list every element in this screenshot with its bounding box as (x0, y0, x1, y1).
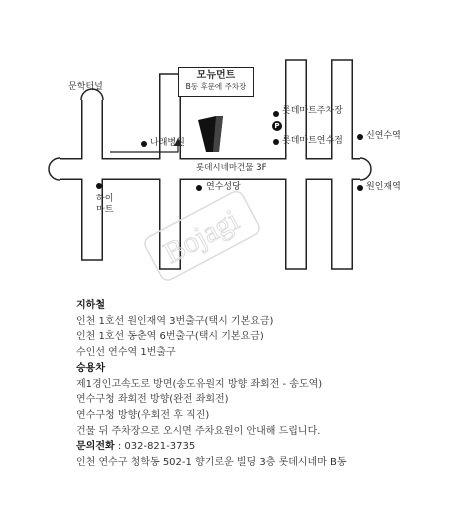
marker-lotte-parking (273, 111, 279, 117)
marker-narae-hospital (141, 141, 147, 147)
label-wonin-station: 원인재역 (366, 182, 401, 192)
label-sinyeonsu-station: 신연수역 (366, 131, 401, 141)
label-narae-hospital: 나래병원 (150, 138, 185, 148)
phone-label: 문의전화 (76, 441, 115, 453)
marker-wonin-station (357, 185, 363, 191)
parking-icon: P (272, 121, 282, 131)
label-hai-mart: 하이 마트 (96, 194, 114, 215)
subway-line-1: 인천 1호선 원인재역 3번출구(택시 기본요금) (76, 315, 274, 327)
label-yeonsu-church: 연수성당 (206, 182, 241, 192)
car-line-1: 제1경인고속도로 방면(송도유원지 방향 좌회전 - 송도역) (76, 378, 323, 390)
subway-line-3: 수인선 연수역 1번출구 (76, 347, 176, 359)
monument-building-icon (198, 116, 223, 152)
phone-separator: : (114, 441, 125, 453)
marker-sinyeonsu-station (357, 134, 363, 140)
marker-yeonsu-church (196, 185, 202, 191)
subway-line-2: 인천 1호선 동춘역 6번출구(택시 기본요금) (76, 331, 264, 343)
car-line-3: 연수구청 방향(우회전 후 직진) (76, 409, 210, 421)
marker-hai-mart (96, 183, 102, 189)
monument-callout (178, 67, 254, 97)
car-heading: 승용차 (76, 362, 105, 374)
marker-lotte-yeonsu (273, 139, 279, 145)
phone-number[interactable]: 032-821-3735 (124, 441, 196, 453)
label-lotte-yeonsu: 롯데마트연수점 (282, 136, 343, 146)
monument-title: 모뉴먼트 (196, 70, 236, 81)
svg-text:Bojagi: Bojagi (158, 203, 245, 271)
address: 인천 연수구 청학동 502-1 향기로운 빌딩 3층 롯데시네마 B동 (76, 457, 347, 469)
car-line-2: 연수구청 좌회전 방향(완전 좌회전) (76, 394, 229, 406)
subway-heading: 지하철 (76, 300, 105, 311)
monument-subtitle: B동 후문에 주차장 (185, 82, 247, 91)
label-lotte-parking: 롯데마트주차장 (282, 106, 343, 116)
label-lotte-cinema-building: 롯데시네마건물 3F (196, 163, 267, 173)
phone-row (76, 439, 446, 455)
label-munhak-tunnel: 문학터널 (68, 82, 103, 92)
directions-info (76, 298, 446, 471)
car-line-4: 건물 뒤 주차장으로 오시면 주차요원이 안내해 드립니다. (76, 425, 321, 437)
